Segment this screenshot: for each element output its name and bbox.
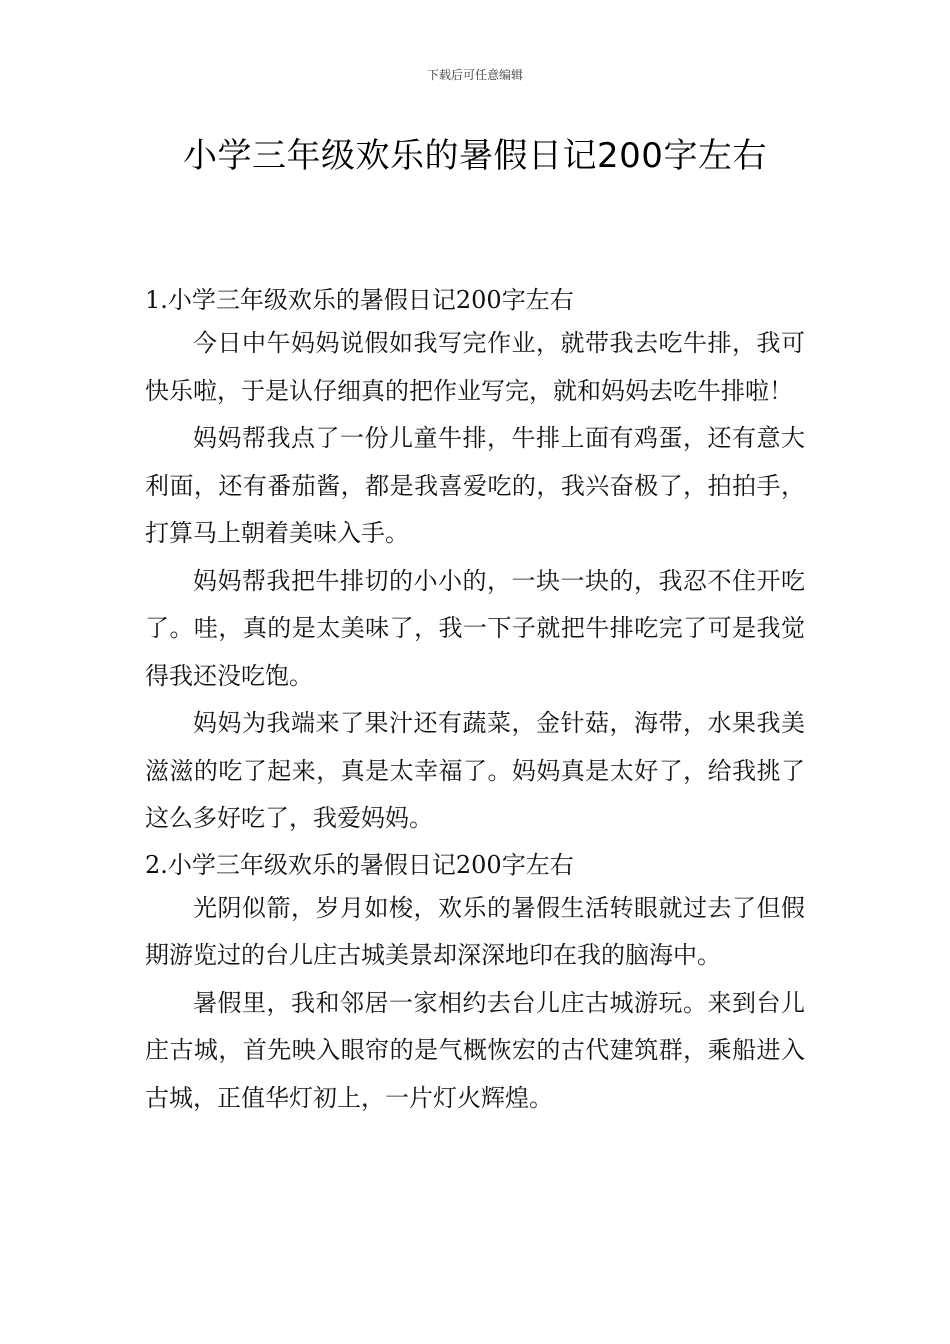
paragraph: 光阴似箭，岁月如梭，欢乐的暑假生活转眼就过去了但假期游览过的台儿庄古城美景却深深地印在我的脑海中。 bbox=[145, 893, 805, 969]
diary-section-1 bbox=[145, 280, 805, 843]
paragraph: 暑假里，我和邻居一家相约去台儿庄古城游玩。来到台儿庄古城，首先映入眼帘的是气概恢宏的古代建筑群，乘船进入古城，正值华灯初上，一片灯火辉煌。 bbox=[145, 988, 805, 1112]
paragraph: 妈妈为我端来了果汁还有蔬菜，金针菇，海带，水果我美滋滋的吃了起来，真是太幸福了。妈妈真是太好了，给我挑了这么多好吃了，我爱妈妈。 bbox=[145, 709, 805, 832]
paragraph: 妈妈帮我把牛排切的小小的，一块一块的，我忍不住开吃了。哇，真的是太美味了，我一下子就把牛排吃完了可是我觉得我还没吃饱。 bbox=[145, 566, 805, 690]
section-heading: 2.小学三年级欢乐的暑假日记200字左右 bbox=[145, 850, 574, 879]
page-header-note: 下载后可任意编辑 bbox=[426, 68, 523, 82]
paragraph: 今日中午妈妈说假如我写完作业，就带我去吃牛排，我可快乐啦，于是认仔细真的把作业写完，就和妈妈去吃牛排啦！ bbox=[145, 329, 805, 405]
document-body bbox=[145, 280, 805, 1122]
diary-section-2 bbox=[145, 845, 805, 1123]
section-heading: 1.小学三年级欢乐的暑假日记200字左右 bbox=[145, 286, 574, 314]
paragraph: 妈妈帮我点了一份儿童牛排，牛排上面有鸡蛋，还有意大利面，还有番茄酱，都是我喜爱吃的，我兴奋极了，拍拍手，打算马上朝着美味入手。 bbox=[145, 424, 805, 547]
document-title: 小学三年级欢乐的暑假日记200字左右 bbox=[183, 136, 767, 176]
